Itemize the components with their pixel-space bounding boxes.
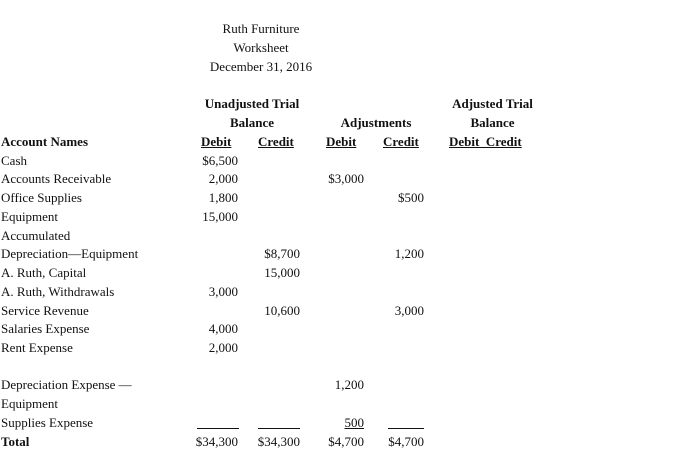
statement-name: Worksheet <box>233 40 289 55</box>
adjustments-credit-total: $4,700 <box>388 434 424 449</box>
adjustments-credit-cell: $500 <box>398 190 424 205</box>
account-name: Depreciation—Equipment <box>1 246 139 261</box>
adjusted-header-line1: Adjusted Trial <box>452 96 533 111</box>
account-name: Cash <box>1 153 27 168</box>
account-name: Equipment <box>1 396 59 411</box>
unadjusted-header-line2: Balance <box>229 115 275 130</box>
account-name: Office Supplies <box>1 190 82 205</box>
unadjusted-debit-cell: 15,000 <box>202 209 238 224</box>
account-name: Salaries Expense <box>1 321 90 336</box>
adjustments-credit-cell: 3,000 <box>394 303 424 318</box>
total-label: Total <box>1 434 30 449</box>
unadjusted-debit-cell: 1,800 <box>208 190 238 205</box>
unadjusted-credit-cell: 10,600 <box>264 303 300 318</box>
account-names-header: Account Names <box>1 134 89 149</box>
adjusted-debit-credit-header: Debit Credit <box>449 134 522 149</box>
statement-date: December 31, 2016 <box>209 59 313 74</box>
adjustments-debit-cell: 1,200 <box>334 377 364 392</box>
unadjusted-credit-cell: 15,000 <box>264 265 300 280</box>
unadjusted-debit-cell: $6,500 <box>202 153 238 168</box>
account-name: A. Ruth, Capital <box>1 265 87 280</box>
adjustments-debit-header: Debit <box>326 134 357 149</box>
unadjusted-debit-cell: 3,000 <box>208 284 238 299</box>
adjustments-debit-total: $4,700 <box>328 434 364 449</box>
account-name: Rent Expense <box>1 340 73 355</box>
adjustments-credit-rule <box>388 428 424 429</box>
account-name: Accounts Receivable <box>1 171 112 186</box>
adjusted-header-line2: Balance <box>470 115 515 130</box>
unadjusted-debit-rule <box>197 428 239 429</box>
unadjusted-debit-header: Debit <box>201 134 232 149</box>
unadjusted-credit-header: Credit <box>258 134 294 149</box>
unadjusted-debit-total: $34,300 <box>195 434 238 449</box>
account-name: Equipment <box>1 209 59 224</box>
unadjusted-credit-cell: $8,700 <box>264 246 300 261</box>
unadjusted-debit-cell: 2,000 <box>208 171 238 186</box>
unadjusted-header-line1: Unadjusted Trial <box>204 96 300 111</box>
adjustments-credit-header: Credit <box>383 134 419 149</box>
account-name: Supplies Expense <box>1 415 94 430</box>
adjustments-credit-cell: 1,200 <box>394 246 424 261</box>
account-name: Depreciation Expense — <box>1 377 132 392</box>
company-name: Ruth Furniture <box>222 21 300 36</box>
adjustments-debit-cell: 500 <box>344 415 364 430</box>
unadjusted-debit-cell: 2,000 <box>208 340 238 355</box>
adjustments-debit-cell: $3,000 <box>328 171 364 186</box>
adjustments-header: Adjustments <box>340 115 412 130</box>
account-name: Service Revenue <box>1 303 89 318</box>
account-name: A. Ruth, Withdrawals <box>1 284 115 299</box>
unadjusted-credit-total: $34,300 <box>257 434 300 449</box>
unadjusted-credit-rule <box>258 428 300 429</box>
unadjusted-debit-cell: 4,000 <box>208 321 238 336</box>
account-name: Accumulated <box>1 228 71 243</box>
